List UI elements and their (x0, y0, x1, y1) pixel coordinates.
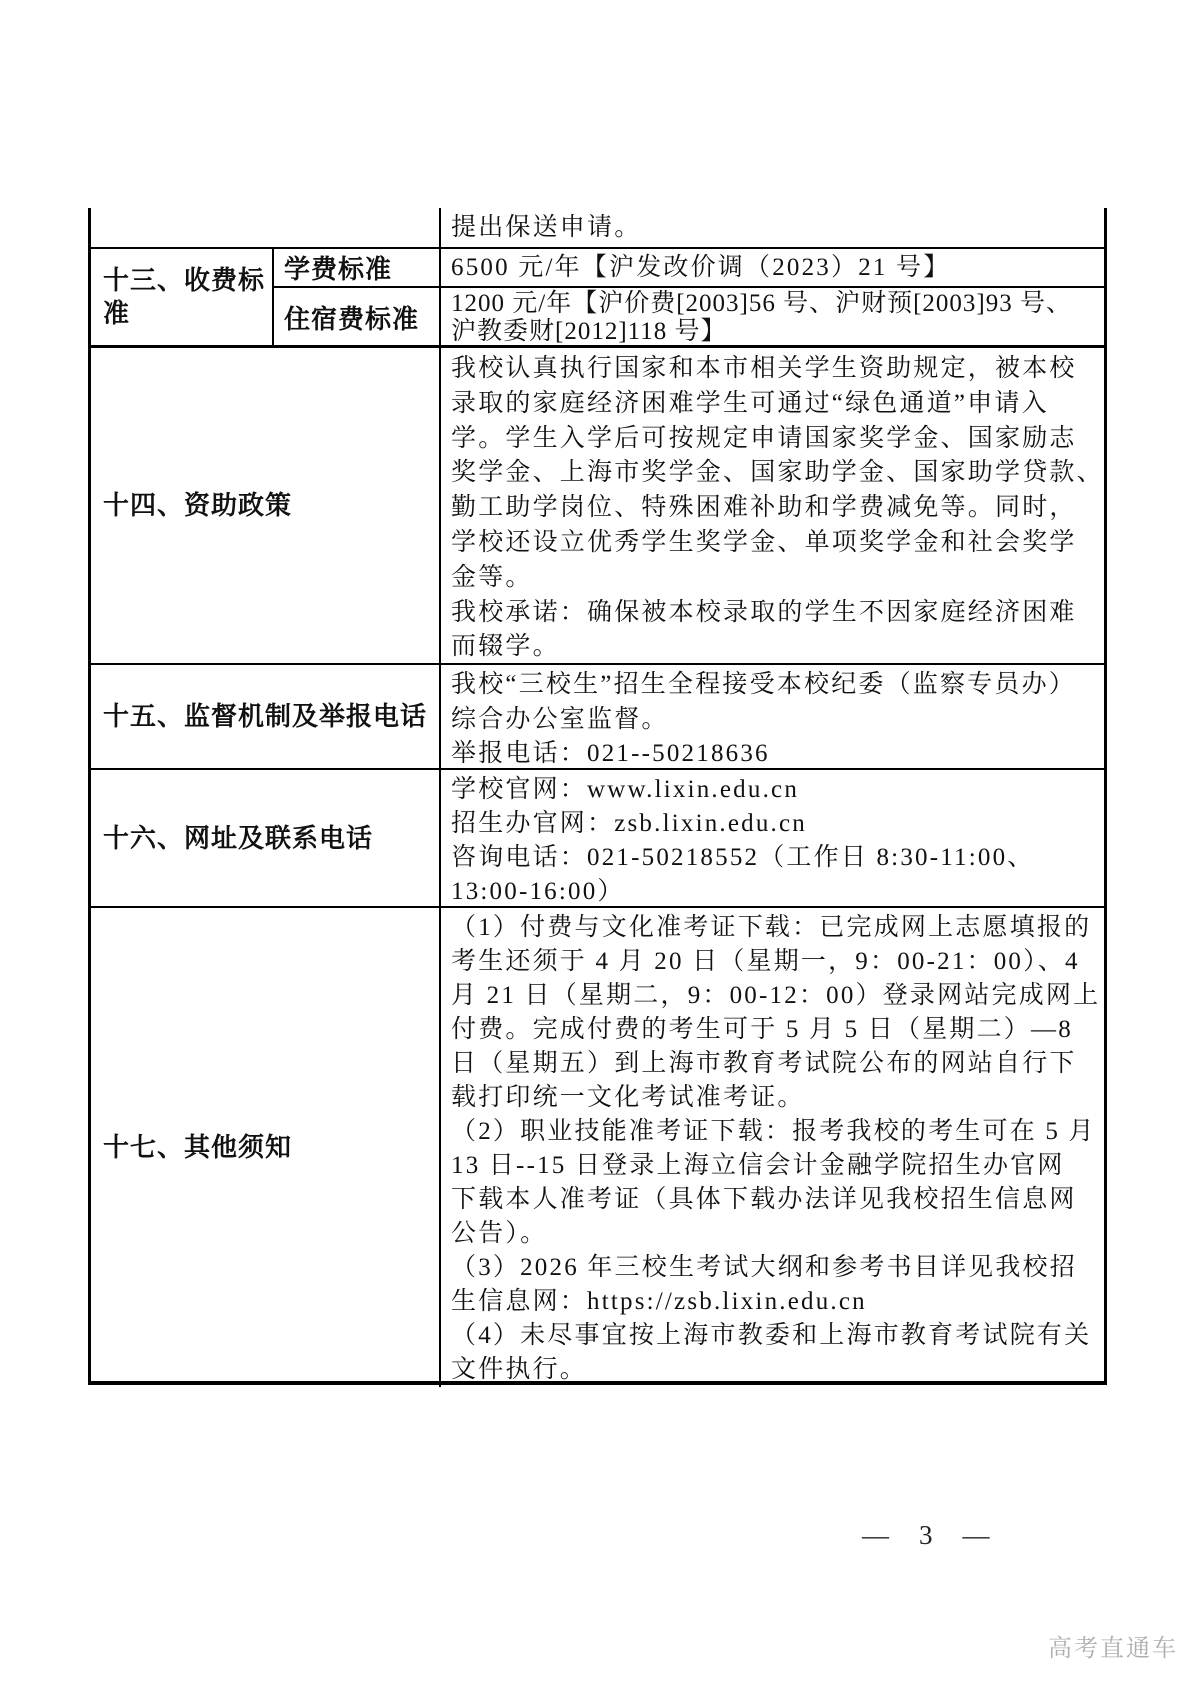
sec13-sub-table (274, 249, 1104, 345)
sec15-content-cell (441, 665, 1104, 768)
sec14-line: 录取的家庭经济困难学生可通过“绿色通道”申请入 (451, 389, 1049, 417)
dorm-line: 沪教委财[2012]118 号】 (451, 318, 727, 345)
sec15-line: 综合办公室监督。 (451, 705, 669, 733)
page-number: 3 (919, 1520, 933, 1550)
dorm-label-cell (274, 288, 441, 346)
sec14-label-cell (91, 348, 441, 663)
sec14-line: 而辍学。 (451, 633, 560, 661)
sec16-line: 13:00-16:00） (451, 878, 625, 905)
sec17-line: （2）职业技能准考证下载：报考我校的考生可在 5 月 (451, 1118, 1096, 1145)
footer-dash-right: — (962, 1520, 990, 1550)
sec17-line: 日（星期五）到上海市教育考试院公布的网站自行下 (451, 1050, 1077, 1077)
sec13-label-cell (91, 249, 274, 345)
sec17-content-cell (441, 908, 1104, 1387)
sec17-line: 生信息网：https://zsb.lixin.edu.cn (451, 1288, 867, 1315)
sec15-label: 十五、监督机制及举报电话 (103, 702, 428, 731)
sec14-line: 学校还设立优秀学生奖学金、单项奖学金和社会奖学 (451, 528, 1077, 556)
sec15-label-cell (91, 665, 441, 768)
tuition-value: 6500 元/年【沪发改价调（2023）21 号】 (451, 254, 951, 282)
tuition-label-cell (274, 249, 441, 286)
sec14-line: 勤工助学岗位、特殊困难补助和学费减免等。同时， (451, 494, 1077, 522)
sec17-line: 文件执行。 (451, 1356, 588, 1383)
carryover-label-cell (91, 208, 441, 247)
sec15-line: 我校“三校生”招生全程接受本校纪委（监察专员办） (451, 671, 1076, 698)
sec17-line: 下载本人准考证（具体下载办法详见我校招生信息网 (451, 1186, 1077, 1213)
sec16-line: 咨询电话：021-50218552（工作日 8:30-11:00、 (451, 844, 1035, 871)
table-row-sec15-supervision (91, 663, 1104, 768)
dorm-line: 1200 元/年【沪价费[2003]56 号、沪财预[2003]93 号、 (451, 290, 1072, 317)
sec15-line: 举报电话：021--50218636 (451, 740, 770, 768)
sec16-label: 十六、网址及联系电话 (103, 823, 374, 853)
sec17-label-cell (91, 908, 441, 1387)
sec16-line: 学校官网：www.lixin.edu.cn (451, 776, 800, 803)
sec16-line: 招生办官网：zsb.lixin.edu.cn (451, 810, 808, 837)
sec17-line: 公告）。 (451, 1220, 548, 1247)
sec14-line: 我校承诺：确保被本校录取的学生不因家庭经济困难 (451, 598, 1077, 626)
sec17-line: （3）2026 年三校生考试大纲和参考书目详见我校招 (451, 1254, 1077, 1281)
footer-dash-left: — (862, 1520, 889, 1550)
sec14-label: 十四、资助政策 (103, 491, 293, 520)
sec14-content-cell (441, 348, 1104, 663)
tuition-content-cell (441, 249, 1104, 286)
table-row-sec17-notices (91, 906, 1104, 1387)
tuition-label: 学费标准 (284, 255, 393, 284)
admissions-info-table (88, 208, 1107, 1385)
sec14-line: 奖学金、上海市奖学金、国家助学金、国家助学贷款、 (451, 459, 1104, 487)
sec17-line: （4）未尽事宜按上海市教委和上海市教育考试院有关 (451, 1322, 1092, 1349)
sec17-line: 13 日--15 日登录上海立信会计金融学院招生办官网 (451, 1152, 1065, 1179)
table-row-sec13-fees (91, 247, 1104, 345)
carryover-content-cell (441, 208, 1104, 247)
sec13-tuition-row (274, 249, 1104, 288)
sec14-line: 学。学生入学后可按规定申请国家奖学金、国家励志 (451, 424, 1077, 452)
page-footer (862, 1520, 990, 1551)
table-row-sec14-aid (91, 345, 1104, 663)
table-row-sec16-contact (91, 768, 1104, 906)
table-row-carryover (91, 208, 1104, 247)
sec16-content-cell (441, 770, 1104, 906)
sec13-label: 十三、收费标准 (103, 266, 266, 328)
dorm-label: 住宿费标准 (284, 304, 420, 334)
sec17-line: 考生还须于 4 月 20 日（星期一，9：00-21：00）、4 (451, 948, 1080, 975)
sec13-dorm-row (274, 288, 1104, 346)
sec14-line: 我校认真执行国家和本市相关学生资助规定，被本校 (451, 355, 1077, 382)
watermark-text: 高考直通车 (1048, 1635, 1178, 1662)
dorm-content-cell (441, 288, 1104, 346)
sec17-label: 十七、其他须知 (103, 1133, 293, 1162)
sec14-line: 金等。 (451, 563, 533, 591)
sec16-label-cell (91, 770, 441, 906)
sec17-line: 付费。完成付费的考生可于 5 月 5 日（星期二）—8 (451, 1016, 1073, 1043)
sec17-line: （1）付费与文化准考证下载：已完成网上志愿填报的 (451, 914, 1092, 941)
carryover-text: 提出保送申请。 (451, 214, 642, 242)
sec17-line: 月 21 日（星期二，9：00-12：00）登录网站完成网上 (451, 982, 1101, 1009)
sec17-line: 载打印统一文化考试准考证。 (451, 1084, 805, 1111)
